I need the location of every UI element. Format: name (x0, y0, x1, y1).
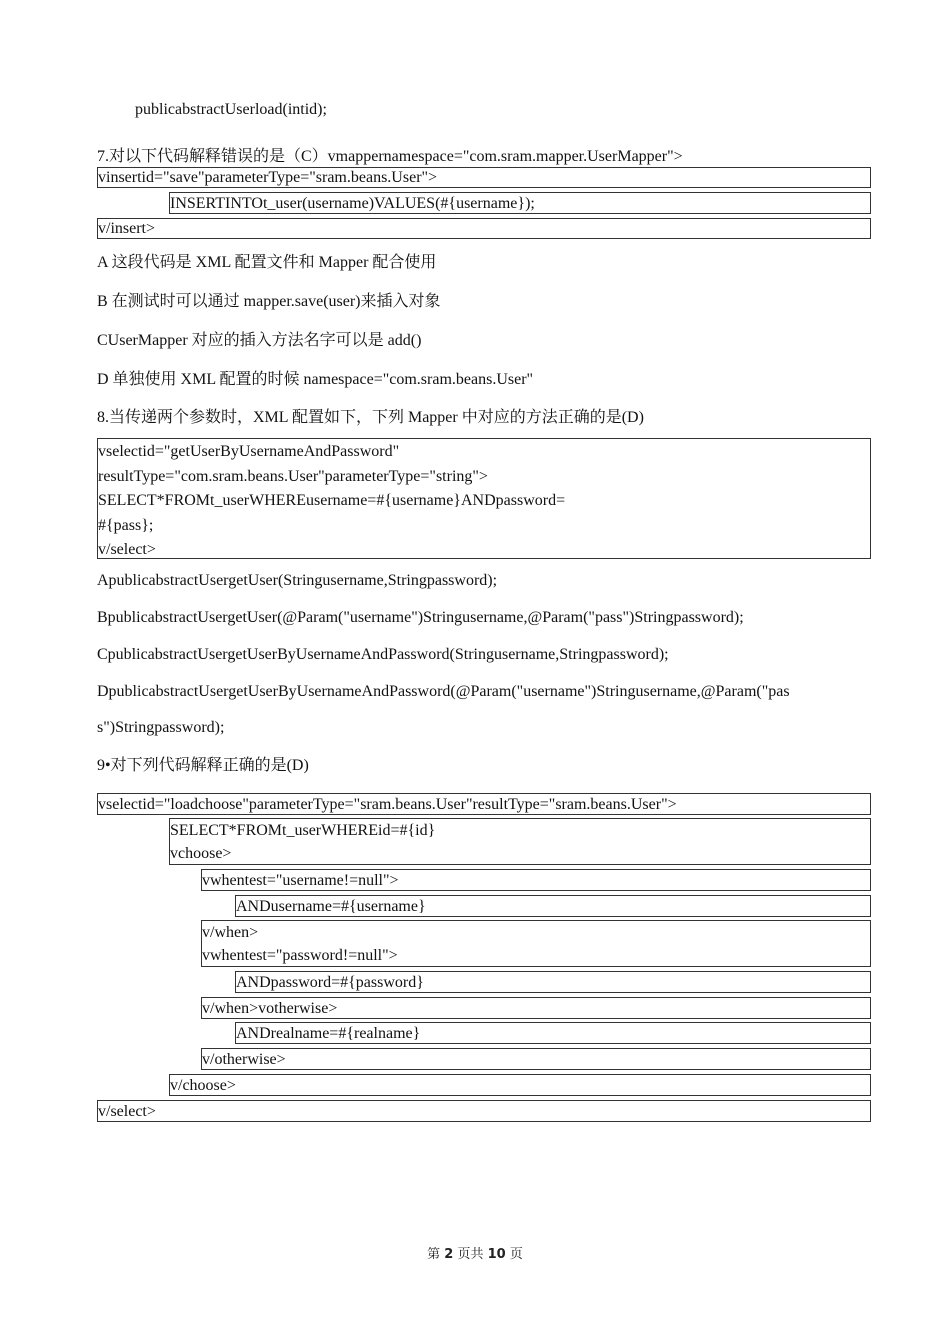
question-9-title: 9•对下列代码解释正确的是(D) (97, 757, 309, 774)
q8-code-line-3: SELECT*FROMt_userWHEREusername=#{username}ANDpassword= (98, 492, 566, 509)
q8-option-c: CpublicabstractUsergetUserByUsernameAndPassword(Stringusername,Stringpassword); (97, 646, 669, 663)
footer-page-number: 2 (444, 1247, 454, 1262)
q9-code-line-11: v/otherwise> (201, 1048, 871, 1070)
q8-code-line-1: vselectid="getUserByUsernameAndPassword" (98, 443, 400, 460)
q9-code-line-5: ANDusername=#{username} (235, 895, 871, 917)
q9-code-block-select (169, 818, 871, 865)
q8-option-d-continued: s")Stringpassword); (97, 719, 225, 736)
q7-code-line-1: vinsertid="save"parameterType="sram.beans.User"> (97, 167, 871, 188)
q7-option-b: B 在测试时可以通过 mapper.save(user)来插入对象 (97, 293, 441, 310)
q8-option-a: ApublicabstractUsergetUser(Stringusername,Stringpassword); (97, 572, 498, 589)
q9-code-line-8: ANDpassword=#{password} (235, 971, 871, 993)
q8-option-b: BpublicabstractUsergetUser(@Param("username")Stringusername,@Param("pass")Stringpassword); (97, 609, 744, 626)
q9-code-line-4: vwhentest="username!=null"> (201, 869, 871, 891)
q9-code-line-13: v/select> (97, 1100, 871, 1122)
q9-code-line-1: vselectid="loadchoose"parameterType="sram.beans.User"resultType="sram.beans.User"> (97, 793, 871, 815)
q8-code-line-4: #{pass}; (98, 516, 154, 534)
q7-option-c: CUserMapper 对应的插入方法名字可以是 add() (97, 332, 422, 349)
q9-code-line-2: SELECT*FROMt_userWHEREid=#{id} (170, 822, 436, 839)
method-signature-line: publicabstractUserload(intid); (135, 101, 327, 118)
question-7-title: 7.对以下代码解释错误的是（C）vmappernamespace="com.sram.mapper.UserMapper"> (97, 148, 683, 165)
q9-code-line-10: ANDrealname=#{realname} (235, 1022, 871, 1044)
q8-code-line-5: v/select> (98, 541, 156, 558)
q9-code-line-7: vwhentest="password!=null"> (202, 947, 398, 964)
q8-option-d: DpublicabstractUsergetUserByUsernameAndPassword(@Param("username")Stringusername,@Param("pas (97, 683, 790, 700)
q9-code-line-3: vchoose> (170, 845, 232, 862)
page-footer (0, 1243, 950, 1262)
q7-option-a: A 这段代码是 XML 配置文件和 Mapper 配合使用 (97, 254, 437, 271)
footer-total-pages: 10 (487, 1247, 506, 1262)
q9-code-line-6: v/when> (202, 924, 259, 941)
q9-code-line-9: v/when>votherwise> (201, 997, 871, 1019)
footer-suffix: 页 (509, 1247, 523, 1262)
q8-code-line-2: resultType="com.sram.beans.User"parameterType="string"> (98, 467, 488, 485)
question-8-title: 8.当传递两个参数时，XML 配置如下，下列 Mapper 中对应的方法正确的是(D) (97, 409, 644, 426)
q9-code-line-12: v/choose> (169, 1074, 871, 1096)
q7-option-d: D 单独使用 XML 配置的时候 namespace="com.sram.beans.User" (97, 371, 534, 388)
q7-code-line-3: v/insert> (97, 218, 871, 239)
q7-code-line-2: INSERTINTOt_user(username)VALUES(#{username}); (169, 192, 871, 214)
q9-code-block-when (201, 920, 871, 967)
footer-prefix: 第 (427, 1247, 441, 1262)
q8-code-block (97, 438, 871, 559)
footer-mid: 页共 (457, 1247, 484, 1262)
